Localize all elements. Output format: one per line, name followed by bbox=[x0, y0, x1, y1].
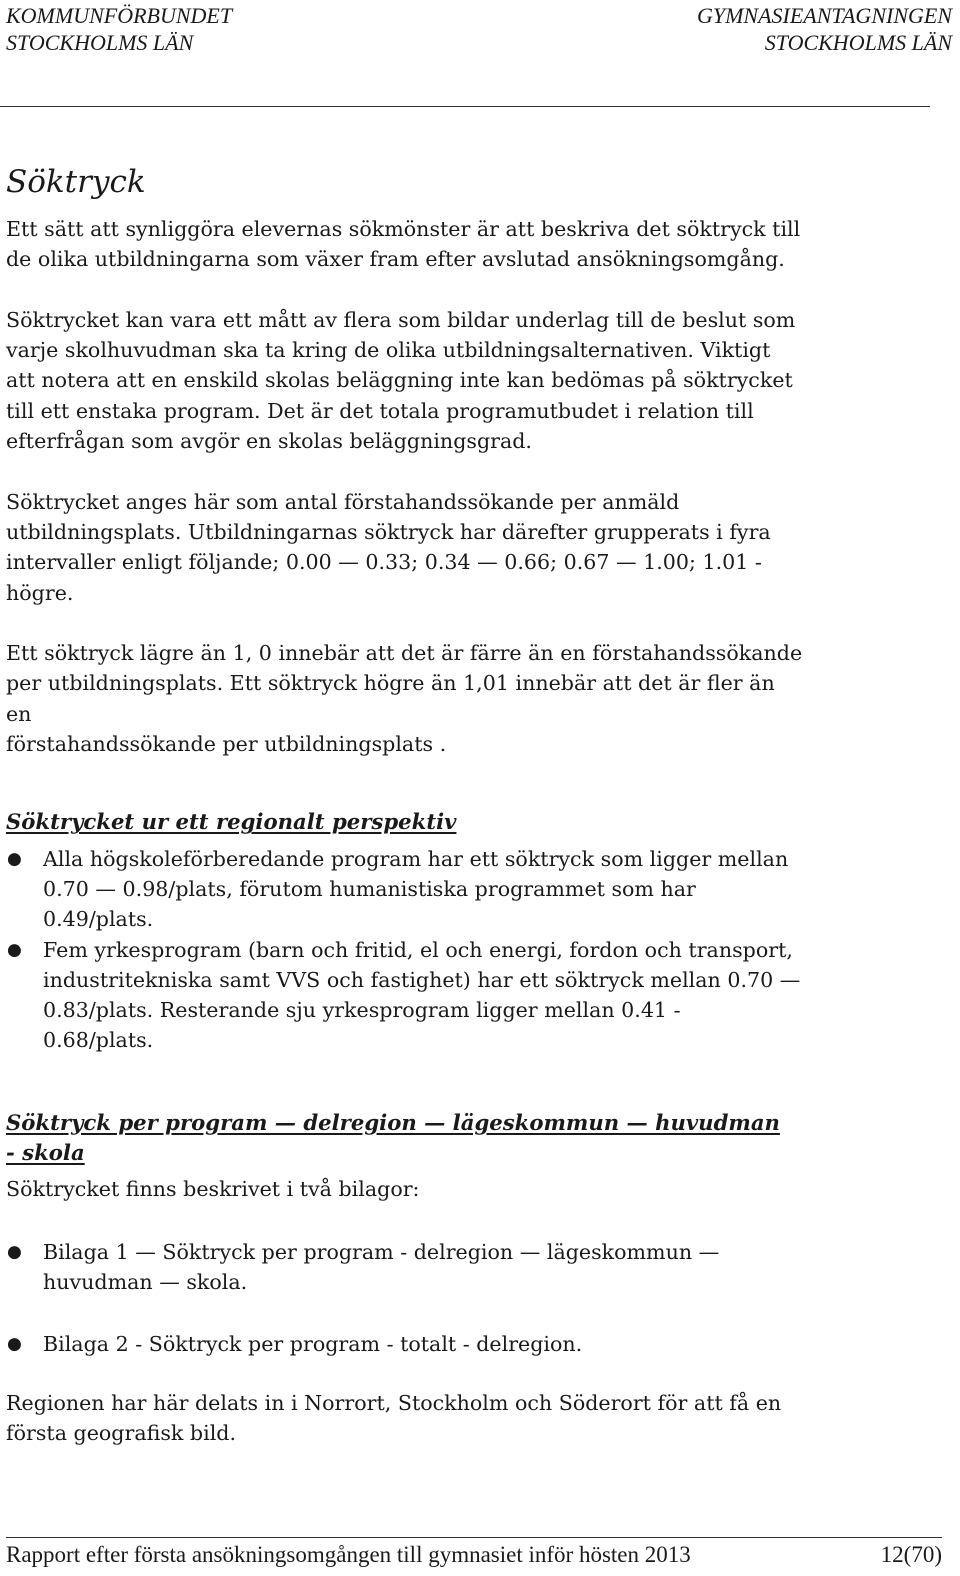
list-item: ● Bilaga 2 - Söktryck per program - totalt - delregion. bbox=[6, 1329, 806, 1359]
paragraph-line: Söktrycket finns beskrivet i två bilagor: bbox=[6, 1177, 420, 1202]
paragraph-line: första geografisk bild. bbox=[6, 1420, 237, 1445]
paragraph-line: varje skolhuvudman ska ta kring de olika utbildningsalternativen. Viktigt bbox=[6, 338, 771, 363]
header-left bbox=[6, 2, 232, 56]
paragraph-line: de olika utbildningarna som växer fram efter avslutad ansökningsomgång. bbox=[6, 247, 785, 272]
paragraph-line: att notera att en enskild skolas beläggning inte kan bedömas på söktrycket bbox=[6, 368, 793, 393]
page-content bbox=[6, 160, 806, 1448]
header-org-line1: KOMMUNFÖRBUNDET bbox=[6, 3, 233, 28]
page-number: 12(70) bbox=[880, 1542, 942, 1567]
paragraph-line: Söktrycket kan vara ett mått av flera som bildar underlag till de beslut som bbox=[6, 307, 796, 332]
page-title: Söktryck bbox=[6, 164, 146, 200]
paragraph-line: förstahandssökande per utbildningsplats . bbox=[6, 732, 447, 757]
paragraph-line: intervaller enligt följande; 0.00 — 0.33; 0.34 — 0.66; 0.67 — 1.00; 1.01 - bbox=[6, 550, 762, 575]
paragraph-line: Ett sätt att synliggöra elevernas sökmönster är att beskriva det söktryck till bbox=[6, 217, 801, 241]
list-item: ● Alla högskoleförberedande program har ett söktryck som ligger mellan 0.70 — 0.98/plats, förutom humanistiska programmet som har 0.49/plats. bbox=[6, 844, 806, 935]
footer-report-title: Rapport efter första ansökningsomgången till gymnasiet inför hösten 2013 bbox=[6, 1542, 691, 1567]
paragraph-line: högre. bbox=[6, 580, 74, 605]
section-heading-program: Söktryck per program — delregion — lägeskommun — huvudman - skola bbox=[6, 1109, 780, 1166]
paragraph-line: utbildningsplats. Utbildningarnas söktryck har därefter grupperats i fyra bbox=[6, 519, 771, 544]
bullet-icon: ● bbox=[7, 1334, 22, 1355]
regional-bullet-list bbox=[6, 844, 806, 1056]
paragraph-line: till ett enstaka program. Det är det totala programutbudet i relation till bbox=[6, 398, 754, 423]
list-item: ● Bilaga 1 — Söktryck per program - delregion — lägeskommun — huvudman — skola. bbox=[6, 1237, 806, 1298]
bullet-icon: ● bbox=[7, 1241, 22, 1262]
bullet-icon: ● bbox=[7, 848, 22, 869]
header-org-line2: STOCKHOLMS LÄN bbox=[6, 30, 194, 55]
header-divider bbox=[0, 106, 930, 107]
page-header bbox=[6, 2, 952, 62]
footer-divider bbox=[6, 1537, 942, 1538]
paragraph-line: Regionen har här delats in i Norrort, Stockholm och Söderort för att få en bbox=[6, 1390, 782, 1415]
header-right bbox=[697, 2, 952, 56]
paragraph-line: Ett söktryck lägre än 1, 0 innebär att det är färre än en förstahandssökande bbox=[6, 641, 803, 666]
list-item: ● Fem yrkesprogram (barn och fritid, el och energi, fordon och transport, industritekniska samt VVS och fastighet) har ett söktryck mellan 0.70 — 0.83/plats. Resterande sju yrkesprogram ligger mellan 0.41 - 0.68/plats. bbox=[6, 935, 806, 1056]
paragraph-line: per utbildningsplats. Ett söktryck högre än 1,01 innebär att det är fler än en bbox=[6, 671, 775, 726]
program-bullet-list bbox=[6, 1237, 806, 1360]
paragraph-line: efterfrågan som avgör en skolas beläggningsgrad. bbox=[6, 429, 532, 454]
header-dept-line1: GYMNASIEANTAGNINGEN bbox=[696, 3, 952, 28]
section-heading-regional: Söktrycket ur ett regionalt perspektiv bbox=[6, 809, 457, 835]
bullet-icon: ● bbox=[7, 939, 22, 960]
paragraph-line: Söktrycket anges här som antal förstahandssökande per anmäld bbox=[6, 489, 680, 514]
header-dept-line2: STOCKHOLMS LÄN bbox=[764, 30, 952, 55]
